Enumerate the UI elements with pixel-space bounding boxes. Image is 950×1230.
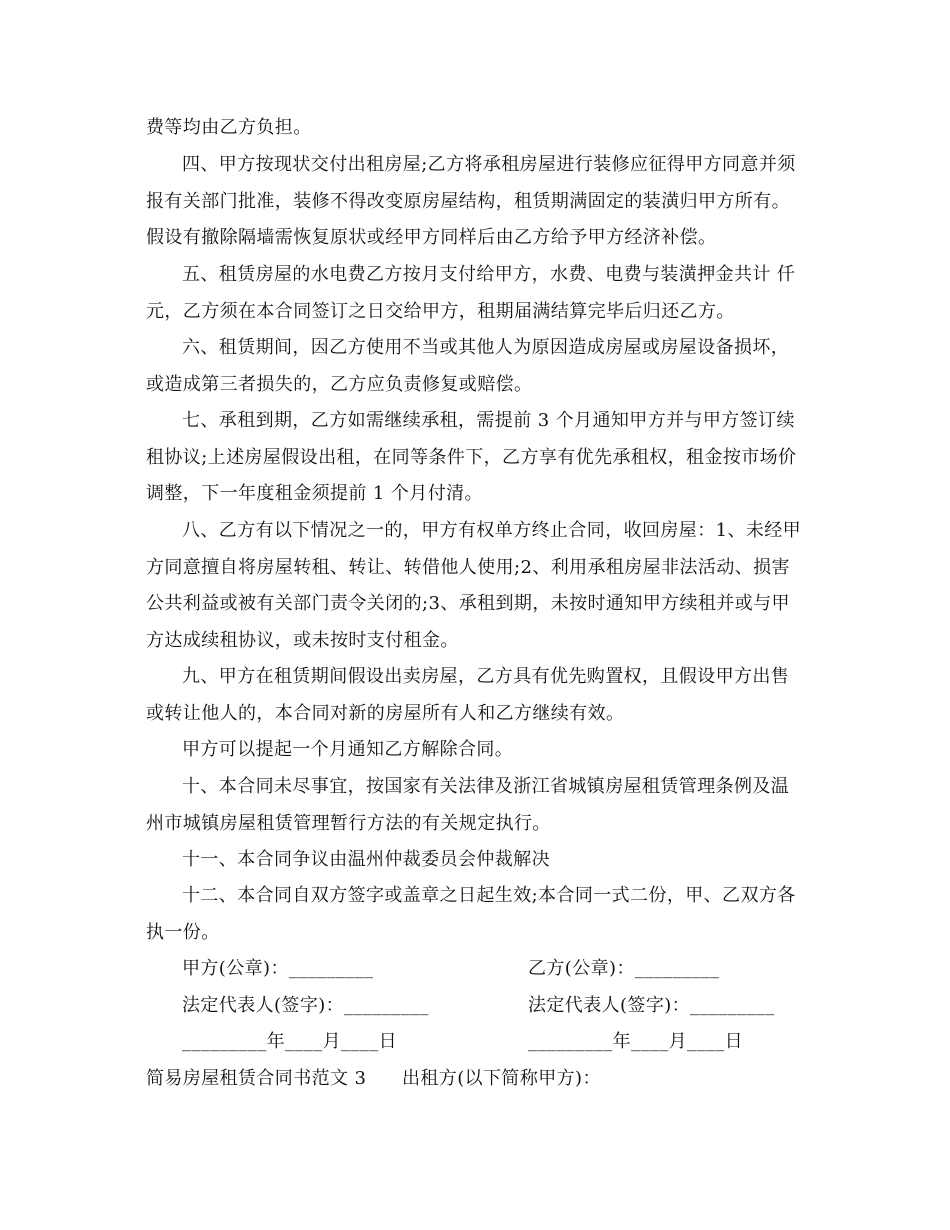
text-line: 方同意擅自将房屋转租、转让、转借他人使用;2、利用承租房屋非法活动、损害 [146,556,790,578]
paragraph-clause-9 [146,659,818,732]
text-line: 九、甲方在租赁期间假设出卖房屋，乙方具有优先购置权，且假设甲方出售 [182,666,790,687]
party-b-representative-field: 法定代表人(签字)：_________ [528,995,775,1016]
party-b-seal-field: 乙方(公章)：_________ [528,958,720,979]
paragraph-clause-5 [146,257,818,330]
paragraph-clause-11 [146,842,818,879]
party-a-seal-field: 甲方(公章)：_________ [182,958,374,979]
text-line: 执一份。 [146,921,220,943]
next-contract-title: 简易房屋租赁合同书范文 3 [146,1068,367,1089]
next-contract-lessor: 出租方(以下简称甲方)： [402,1068,601,1089]
text-line: 五、租赁房屋的水电费乙方按月支付给甲方，水费、电费与装潢押金共计 仟 [182,264,796,285]
party-a-representative-field: 法定代表人(签字)：_________ [182,995,429,1016]
text-line: 甲方可以提起一个月通知乙方解除合同。 [182,739,514,760]
paragraph-clause-6 [146,330,818,403]
text-line: 六、租赁期间，因乙方使用不当或其他人为原因造成房屋或房屋设备损坏， [182,337,790,358]
text-line: 七、承租到期，乙方如需继续承租，需提前 3 个月通知甲方并与甲方签订续 [182,410,795,431]
paragraph-clause-12 [146,878,818,951]
text-line: 方达成续租协议，或未按时支付租金。 [146,629,459,651]
paragraph-clause-7 [146,403,818,513]
text-line: 四、甲方按现状交付出租房屋;乙方将承租房屋进行装修应征得甲方同意并须 [182,154,796,175]
party-a-date-field: _________年____月____日 [182,1031,397,1052]
text-line: 州市城镇房屋租赁管理暂行方法的有关规定执行。 [146,812,551,834]
text-line: 或造成第三者损失的，乙方应负责修复或赔偿。 [146,373,533,395]
text-line: 费等均由乙方负担。 [146,117,312,138]
text-line: 假设有撤除隔墙需恢复原状或经甲方同样后由乙方给予甲方经济补偿。 [146,227,717,249]
paragraph-clause-10 [146,769,818,842]
text-line: 调整，下一年度租金须提前 1 个月付清。 [146,483,483,505]
paragraph-clause-4 [146,147,818,257]
paragraph-1 [146,110,818,147]
text-line: 十、本合同未尽事宜，按国家有关法律及浙江省城镇房屋租赁管理条例及温 [182,776,790,797]
text-line: 公共利益或被有关部门责令关闭的;3、承租到期，未按时通知甲方续租并或与甲 [146,593,790,615]
text-line: 元，乙方须在本合同签订之日交给甲方，租期届满结算完毕后归还乙方。 [146,300,735,322]
text-line: 报有关部门批准，装修不得改变原房屋结构，租赁期满固定的装潢归甲方所有。 [146,190,790,212]
party-b-date-field: _________年____月____日 [528,1031,743,1052]
text-line: 十一、本合同争议由温州仲裁委员会仲裁解决 [182,849,550,870]
paragraph-clause-8 [146,513,818,659]
text-line: 租协议;上述房屋假设出租，在同等条件下，乙方享有优先承租权，租金按市场价 [146,446,797,468]
paragraph-termination-notice [146,732,818,769]
text-line: 八、乙方有以下情况之一的，甲方有权单方终止合同，收回房屋：1、未经甲 [182,520,802,541]
text-line: 或转让他人的，本合同对新的房屋所有人和乙方继续有效。 [146,702,625,724]
text-line: 十二、本合同自双方签字或盖章之日起生效;本合同一式二份，甲、乙双方各 [182,885,796,906]
